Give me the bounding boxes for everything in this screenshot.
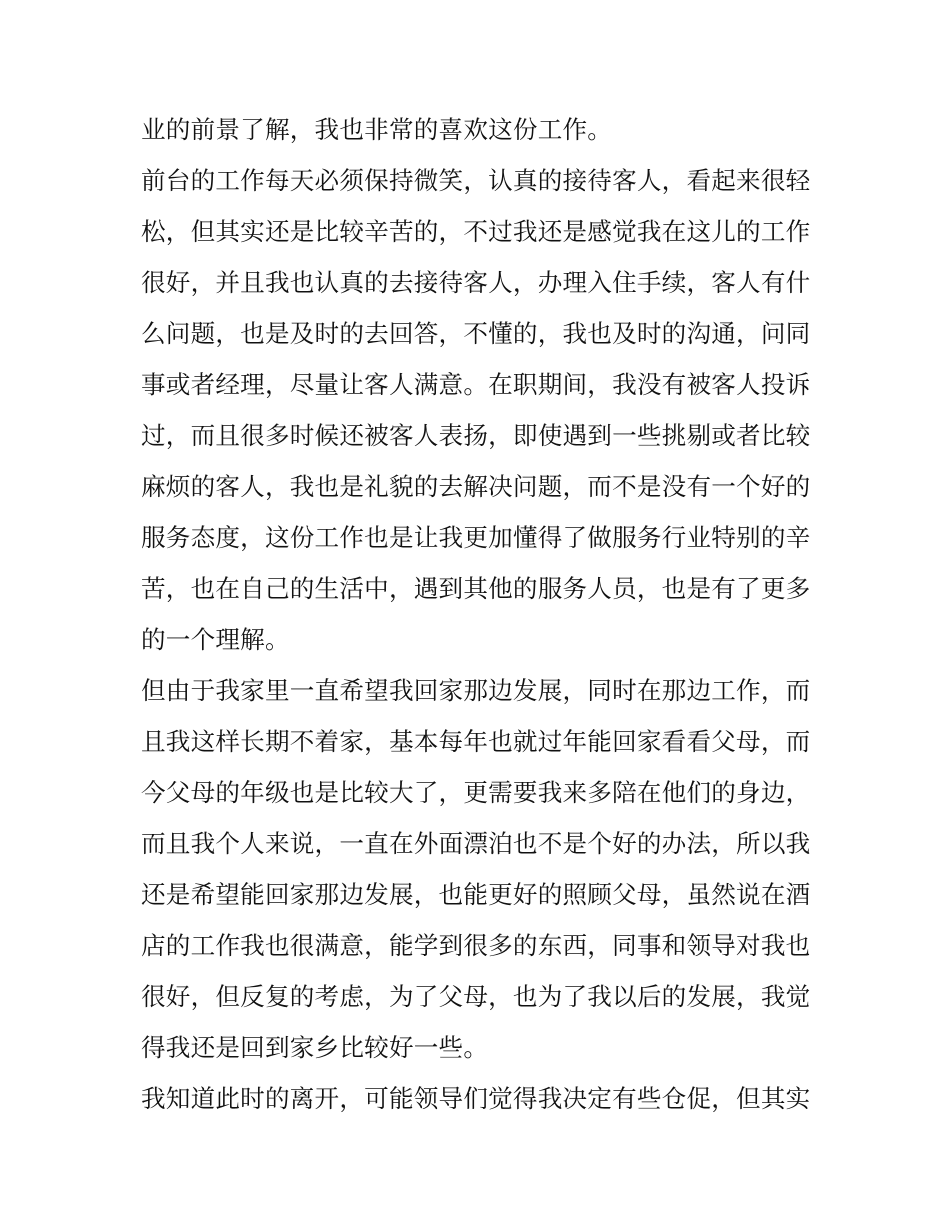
text-line: 服务态度，这份工作也是让我更加懂得了做服务行业特别的辛	[141, 523, 811, 552]
text-line: 店的工作我也很满意，能学到很多的东西，同事和领导对我也	[141, 931, 811, 960]
text-line: 过，而且很多时候还被客人表扬，即使遇到一些挑剔或者比较	[141, 421, 811, 450]
text-line: 而且我个人来说，一直在外面漂泊也不是个好的办法，所以我	[141, 829, 811, 858]
text-line: 苦，也在自己的生活中，遇到其他的服务人员，也是有了更多	[141, 574, 811, 603]
text-line: 我知道此时的离开，可能领导们觉得我决定有些仓促，但其实	[141, 1084, 811, 1113]
text-line: 事或者经理，尽量让客人满意。在职期间，我没有被客人投诉	[141, 370, 811, 399]
text-line: 今父母的年级也是比较大了，更需要我来多陪在他们的身边，	[141, 778, 811, 807]
text-line: 还是希望能回家那边发展，也能更好的照顾父母，虽然说在酒	[141, 880, 811, 909]
text-line: 得我还是回到家乡比较好一些。	[141, 1033, 489, 1062]
text-line: 业的前景了解，我也非常的喜欢这份工作。	[141, 115, 613, 144]
text-line: 前台的工作每天必须保持微笑，认真的接待客人，看起来很轻	[141, 166, 811, 195]
text-line: 松，但其实还是比较辛苦的，不过我还是感觉我在这儿的工作	[141, 217, 811, 246]
text-line: 但由于我家里一直希望我回家那边发展，同时在那边工作，而	[141, 676, 811, 705]
text-line: 很好，并且我也认真的去接待客人，办理入住手续，客人有什	[141, 268, 811, 297]
text-line: 且我这样长期不着家，基本每年也就过年能回家看看父母，而	[141, 727, 811, 756]
text-line: 的一个理解。	[141, 625, 290, 654]
text-line: 么问题，也是及时的去回答，不懂的，我也及时的沟通，问同	[141, 319, 811, 348]
text-line: 很好，但反复的考虑，为了父母，也为了我以后的发展，我觉	[141, 982, 811, 1011]
text-line: 麻烦的客人，我也是礼貌的去解决问题，而不是没有一个好的	[141, 472, 811, 501]
document-body	[141, 104, 821, 1124]
